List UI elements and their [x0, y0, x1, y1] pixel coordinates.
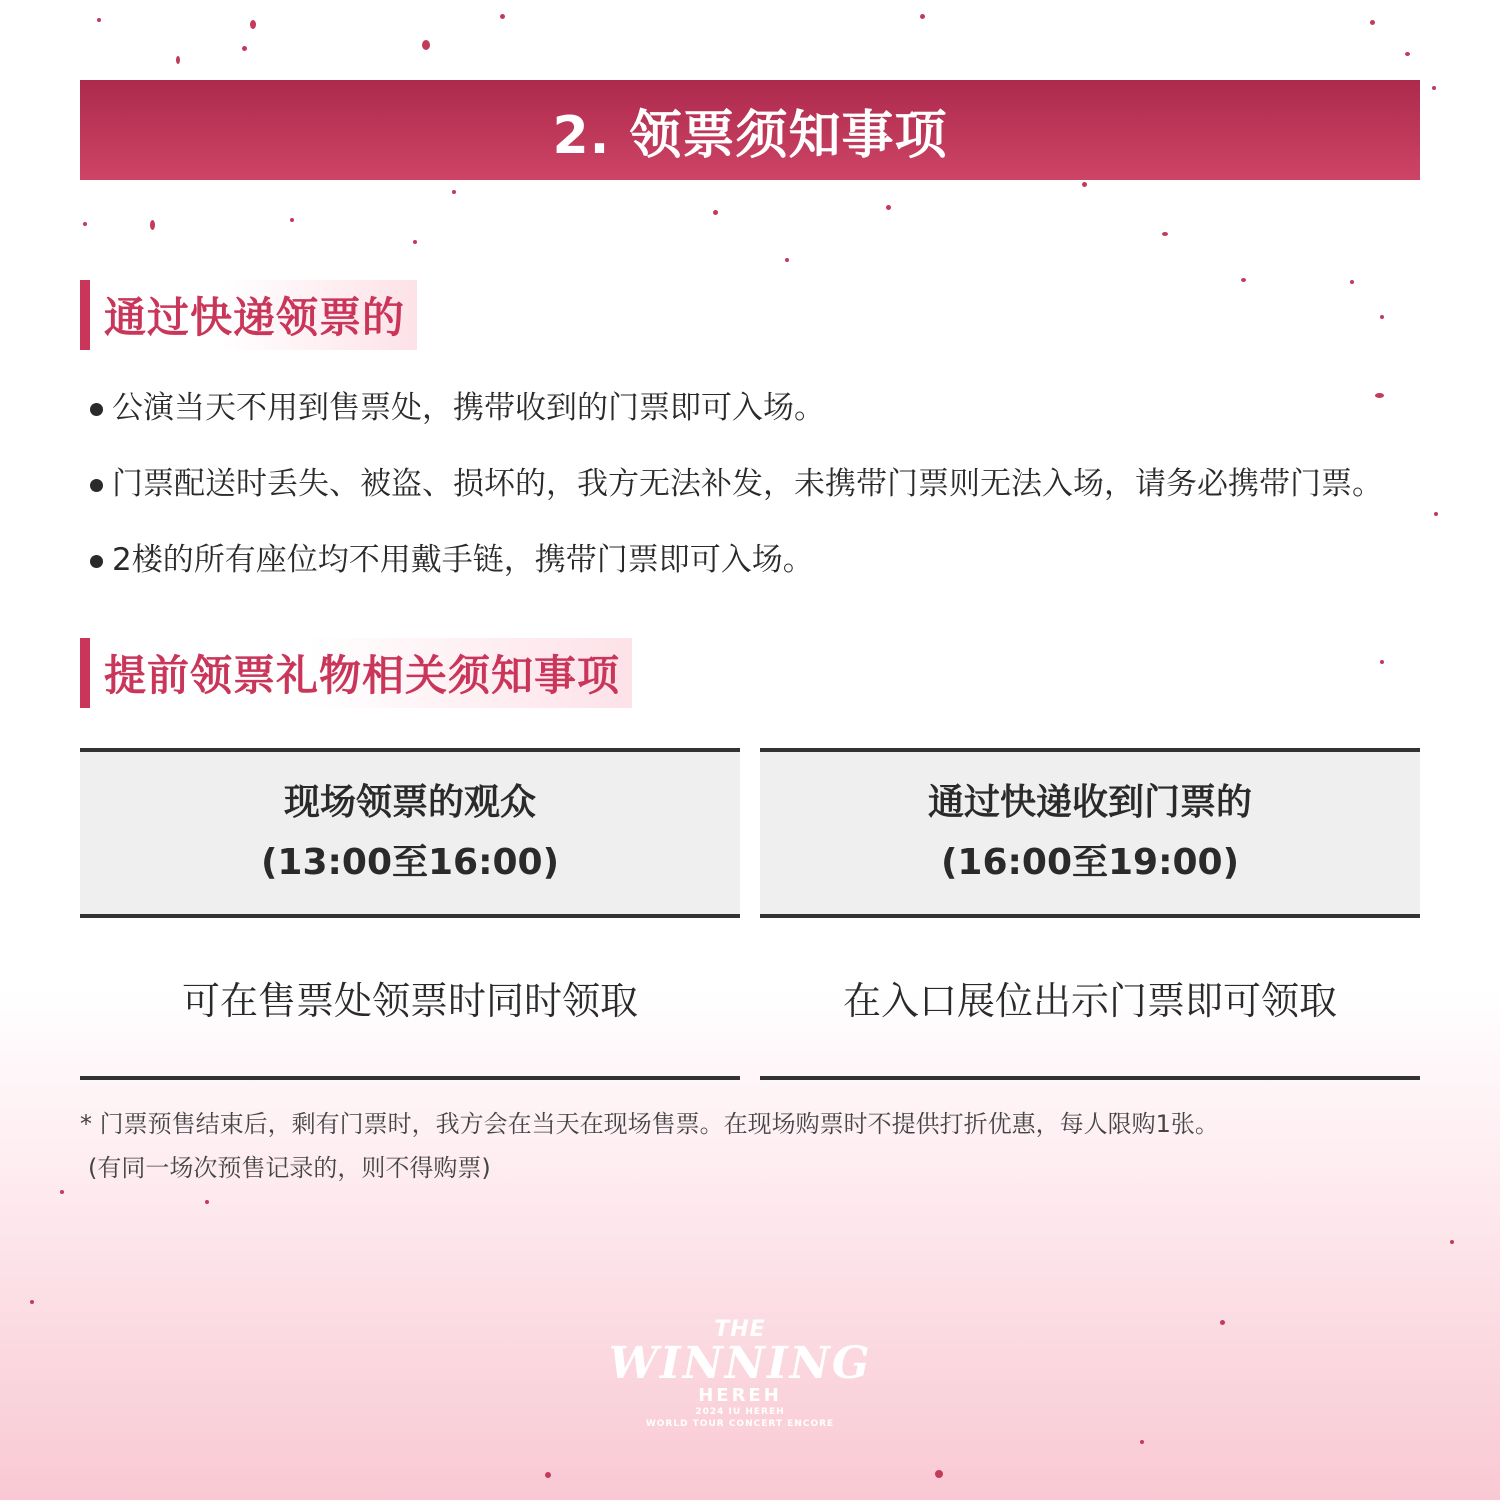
- footnote-line-1: * 门票预售结束后，剩有门票时，我方会在当天在现场售票。在现场购票时不提供打折优惠，每人限购1张。: [80, 1110, 1219, 1138]
- logo-the: THE: [714, 1317, 766, 1342]
- bullet-item: [88, 532, 1478, 588]
- title-banner: [80, 80, 1420, 180]
- bullet-text: 门票配送时丢失、被盗、损坏的，我方无法补发，未携带门票则无法入场，请务必携带门票。: [112, 466, 1383, 502]
- page-title: 2. 领票须知事项: [552, 105, 948, 166]
- table-header-time: (16:00至19:00): [940, 842, 1240, 883]
- logo-sub: HEREH: [698, 1385, 782, 1406]
- table-cell-onsite: 可在售票处领票时同时领取: [80, 918, 740, 1080]
- table-header-onsite: [80, 748, 740, 918]
- table-header-delivery: [760, 748, 1420, 918]
- gift-table-column-onsite: [80, 748, 740, 1080]
- section-heading-delivery-text: 通过快递领票的: [104, 293, 406, 342]
- bullet-dot-icon: [90, 555, 103, 568]
- logo-line-2: WORLD TOUR CONCERT ENCORE: [645, 1419, 835, 1429]
- bullet-dot-icon: [90, 403, 103, 416]
- bullet-item: [88, 456, 1478, 512]
- bullet-text: 2楼的所有座位均不用戴手链，携带门票即可入场。: [112, 542, 814, 578]
- concert-logo: [590, 1318, 890, 1438]
- section-heading-gift-text: 提前领票礼物相关须知事项: [104, 651, 621, 700]
- bullet-dot-icon: [90, 479, 103, 492]
- table-header-time: (13:00至16:00): [260, 842, 560, 883]
- bullet-item: [88, 380, 1478, 436]
- footnote: [80, 1102, 1219, 1190]
- footnote-line-2: (有同一场次预售记录的，则不得购票): [88, 1154, 491, 1182]
- section-heading-delivery: [80, 280, 417, 350]
- table-header-title: 现场领票的观众: [283, 782, 536, 823]
- section-heading-gift: [80, 638, 632, 708]
- table-header-title: 通过快递收到门票的: [927, 782, 1252, 823]
- table-cell-delivery: 在入口展位出示门票即可领取: [760, 918, 1420, 1080]
- logo-line-1: 2024 IU HEREH: [695, 1407, 785, 1417]
- gift-table-column-delivery: [760, 748, 1420, 1080]
- logo-main: WINNING: [608, 1338, 872, 1389]
- bullet-text: 公演当天不用到售票处，携带收到的门票即可入场。: [112, 390, 825, 426]
- delivery-bullet-list: [88, 380, 1478, 608]
